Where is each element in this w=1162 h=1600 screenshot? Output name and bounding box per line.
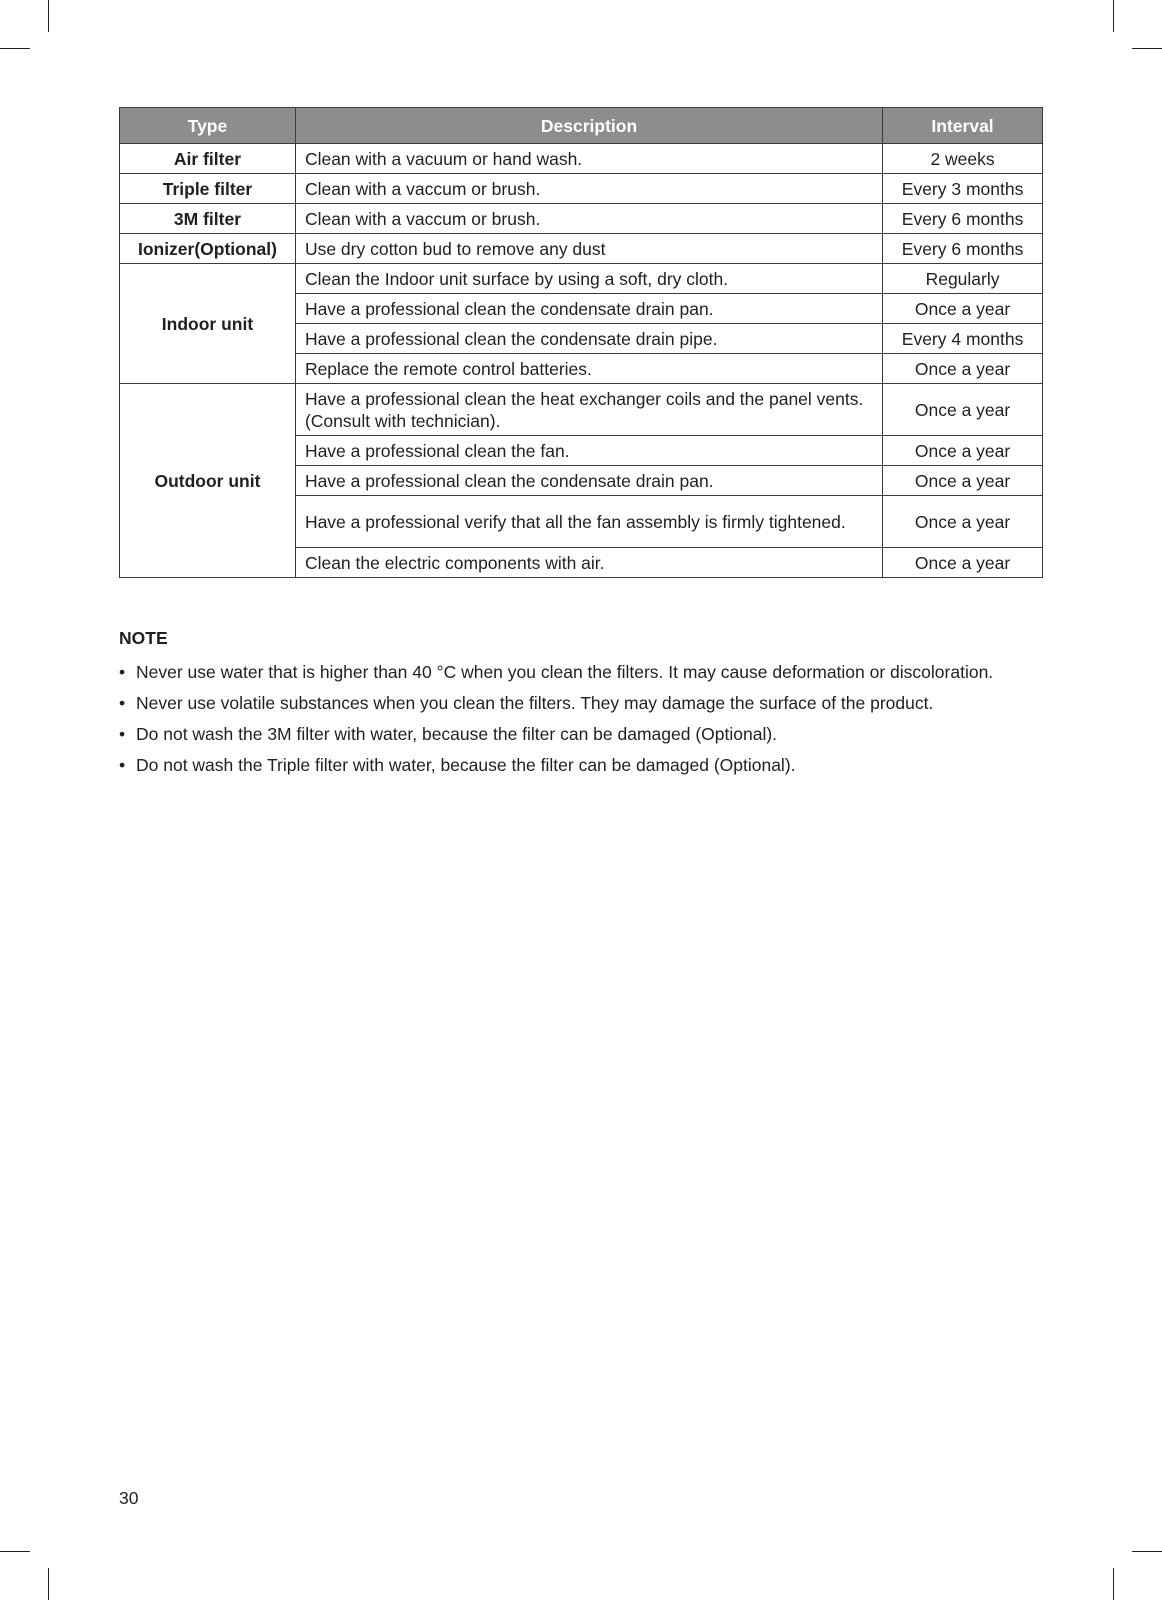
row-interval: Regularly: [883, 264, 1043, 294]
table-row: [120, 144, 1043, 174]
row-interval: Once a year: [883, 436, 1043, 466]
bullet-icon: •: [119, 662, 126, 682]
table-row: [120, 384, 1043, 436]
row-type: 3M filter: [120, 204, 296, 234]
row-interval: Once a year: [883, 384, 1043, 436]
row-description: Have a professional verify that all the fan assembly is firmly tightened.: [295, 496, 882, 548]
crop-mark-bottom-left-horizontal: [0, 1551, 30, 1552]
row-description: Clean with a vacuum or hand wash.: [295, 144, 882, 174]
row-description: Clean with a vaccum or brush.: [295, 174, 882, 204]
row-interval: Every 4 months: [883, 324, 1043, 354]
row-interval: Every 3 months: [883, 174, 1043, 204]
table-row: [120, 174, 1043, 204]
row-description: Clean the Indoor unit surface by using a soft, dry cloth.: [295, 264, 882, 294]
row-interval: Every 6 months: [883, 204, 1043, 234]
row-interval: Once a year: [883, 496, 1043, 548]
bullet-icon: •: [119, 755, 126, 775]
row-interval: Once a year: [883, 354, 1043, 384]
outdoor-unit-type: Outdoor unit: [120, 384, 296, 578]
row-interval: Once a year: [883, 548, 1043, 578]
note-text: Do not wash the Triple filter with water, because the filter can be damaged (Optional).: [136, 755, 796, 775]
indoor-unit-type: Indoor unit: [120, 264, 296, 384]
table-header-row: [120, 108, 1043, 144]
row-interval: Once a year: [883, 294, 1043, 324]
crop-mark-top-right-vertical: [1113, 0, 1114, 32]
bullet-icon: •: [119, 724, 126, 744]
row-interval: 2 weeks: [883, 144, 1043, 174]
crop-mark-top-left-vertical: [48, 0, 49, 32]
row-description: Have a professional clean the condensate drain pan.: [295, 294, 882, 324]
note-title: NOTE: [119, 628, 168, 648]
row-interval: Once a year: [883, 466, 1043, 496]
page-number: 30: [119, 1488, 139, 1508]
row-type: Triple filter: [120, 174, 296, 204]
note-item: [119, 661, 1019, 684]
table-row: [120, 234, 1043, 264]
bullet-icon: •: [119, 693, 126, 713]
note-text: Never use volatile substances when you clean the filters. They may damage the surface of the product.: [136, 693, 934, 713]
row-description: Have a professional clean the condensate drain pan.: [295, 466, 882, 496]
row-description: Clean with a vaccum or brush.: [295, 204, 882, 234]
row-description: Use dry cotton bud to remove any dust: [295, 234, 882, 264]
header-interval: Interval: [883, 108, 1043, 144]
row-description: Have a professional clean the fan.: [295, 436, 882, 466]
note-text: Do not wash the 3M filter with water, because the filter can be damaged (Optional).: [136, 724, 778, 744]
note-list: [119, 661, 1019, 785]
header-description: Description: [295, 108, 882, 144]
note-item: [119, 754, 1019, 777]
row-description: Have a professional clean the heat exchanger coils and the panel vents.(Consult with technician).: [295, 384, 882, 436]
row-description: Clean the electric components with air.: [295, 548, 882, 578]
row-type: Air filter: [120, 144, 296, 174]
row-description: Replace the remote control batteries.: [295, 354, 882, 384]
crop-mark-top-left-horizontal: [0, 48, 30, 49]
row-description: Have a professional clean the condensate drain pipe.: [295, 324, 882, 354]
table-row: [120, 264, 1043, 294]
crop-mark-bottom-left-vertical: [48, 1568, 49, 1600]
table-row: [120, 204, 1043, 234]
row-type: Ionizer(Optional): [120, 234, 296, 264]
header-type: Type: [120, 108, 296, 144]
crop-mark-bottom-right-horizontal: [1132, 1551, 1162, 1552]
note-item: [119, 723, 1019, 746]
note-text: Never use water that is higher than 40 °C when you clean the filters. It may cause deformation or discoloration.: [136, 662, 994, 682]
crop-mark-top-right-horizontal: [1132, 48, 1162, 49]
crop-mark-bottom-right-vertical: [1113, 1568, 1114, 1600]
note-item: [119, 692, 1019, 715]
maintenance-table: [119, 107, 1043, 578]
row-interval: Every 6 months: [883, 234, 1043, 264]
